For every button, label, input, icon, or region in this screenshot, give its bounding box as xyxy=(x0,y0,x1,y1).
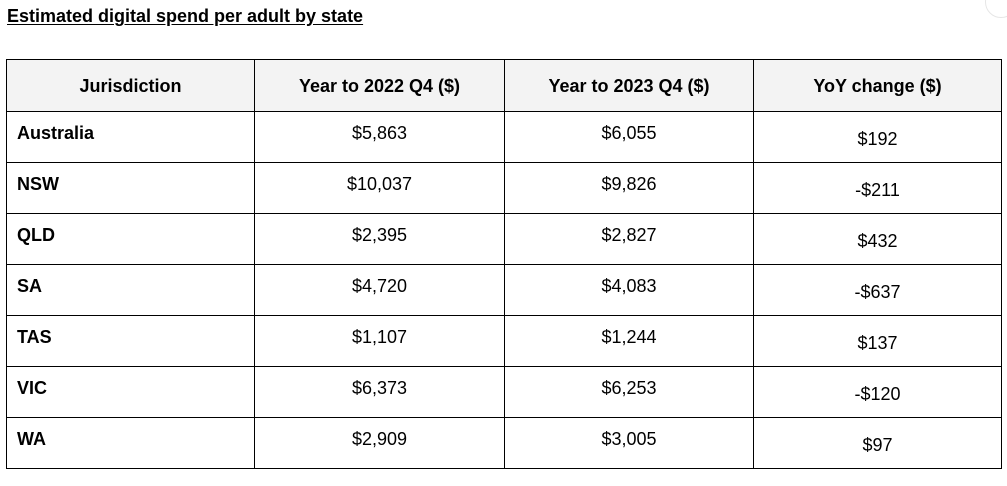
table-row xyxy=(7,265,1002,316)
header-jurisdiction: Jurisdiction xyxy=(7,60,255,112)
cell-yoy: -$637 xyxy=(754,265,1002,316)
cell-2022: $2,909 xyxy=(255,418,505,469)
header-year-2023: Year to 2023 Q4 ($) xyxy=(505,60,754,112)
cell-jurisdiction: Australia xyxy=(7,112,255,163)
cell-2022: $1,107 xyxy=(255,316,505,367)
table-row xyxy=(7,163,1002,214)
document-title: Estimated digital spend per adult by state xyxy=(7,6,364,26)
cell-yoy: $97 xyxy=(754,418,1002,469)
cell-2023: $6,253 xyxy=(505,367,754,418)
cell-yoy: -$211 xyxy=(754,163,1002,214)
cell-2022: $4,720 xyxy=(255,265,505,316)
table-row xyxy=(7,418,1002,469)
cell-2023: $4,083 xyxy=(505,265,754,316)
spend-table xyxy=(6,59,1002,469)
cell-jurisdiction: QLD xyxy=(7,214,255,265)
cell-2022: $5,863 xyxy=(255,112,505,163)
cell-2022: $6,373 xyxy=(255,367,505,418)
cell-2023: $9,826 xyxy=(505,163,754,214)
cell-2023: $6,055 xyxy=(505,112,754,163)
cell-jurisdiction: VIC xyxy=(7,367,255,418)
table-row xyxy=(7,112,1002,163)
corner-overlay-button xyxy=(985,0,1007,18)
table-header xyxy=(7,60,1002,112)
cell-2022: $10,037 xyxy=(255,163,505,214)
cell-jurisdiction: TAS xyxy=(7,316,255,367)
cell-2023: $3,005 xyxy=(505,418,754,469)
cell-yoy: -$120 xyxy=(754,367,1002,418)
cell-yoy: $432 xyxy=(754,214,1002,265)
header-year-2022: Year to 2022 Q4 ($) xyxy=(255,60,505,112)
table-row xyxy=(7,367,1002,418)
cell-yoy: $137 xyxy=(754,316,1002,367)
cell-jurisdiction: SA xyxy=(7,265,255,316)
header-row xyxy=(7,60,1002,112)
table-row xyxy=(7,214,1002,265)
table-row xyxy=(7,316,1002,367)
cell-2023: $1,244 xyxy=(505,316,754,367)
cell-jurisdiction: NSW xyxy=(7,163,255,214)
cell-yoy: $192 xyxy=(754,112,1002,163)
table-body xyxy=(7,112,1002,469)
cell-2023: $2,827 xyxy=(505,214,754,265)
cell-jurisdiction: WA xyxy=(7,418,255,469)
header-yoy-change: YoY change ($) xyxy=(754,60,1002,112)
cell-2022: $2,395 xyxy=(255,214,505,265)
